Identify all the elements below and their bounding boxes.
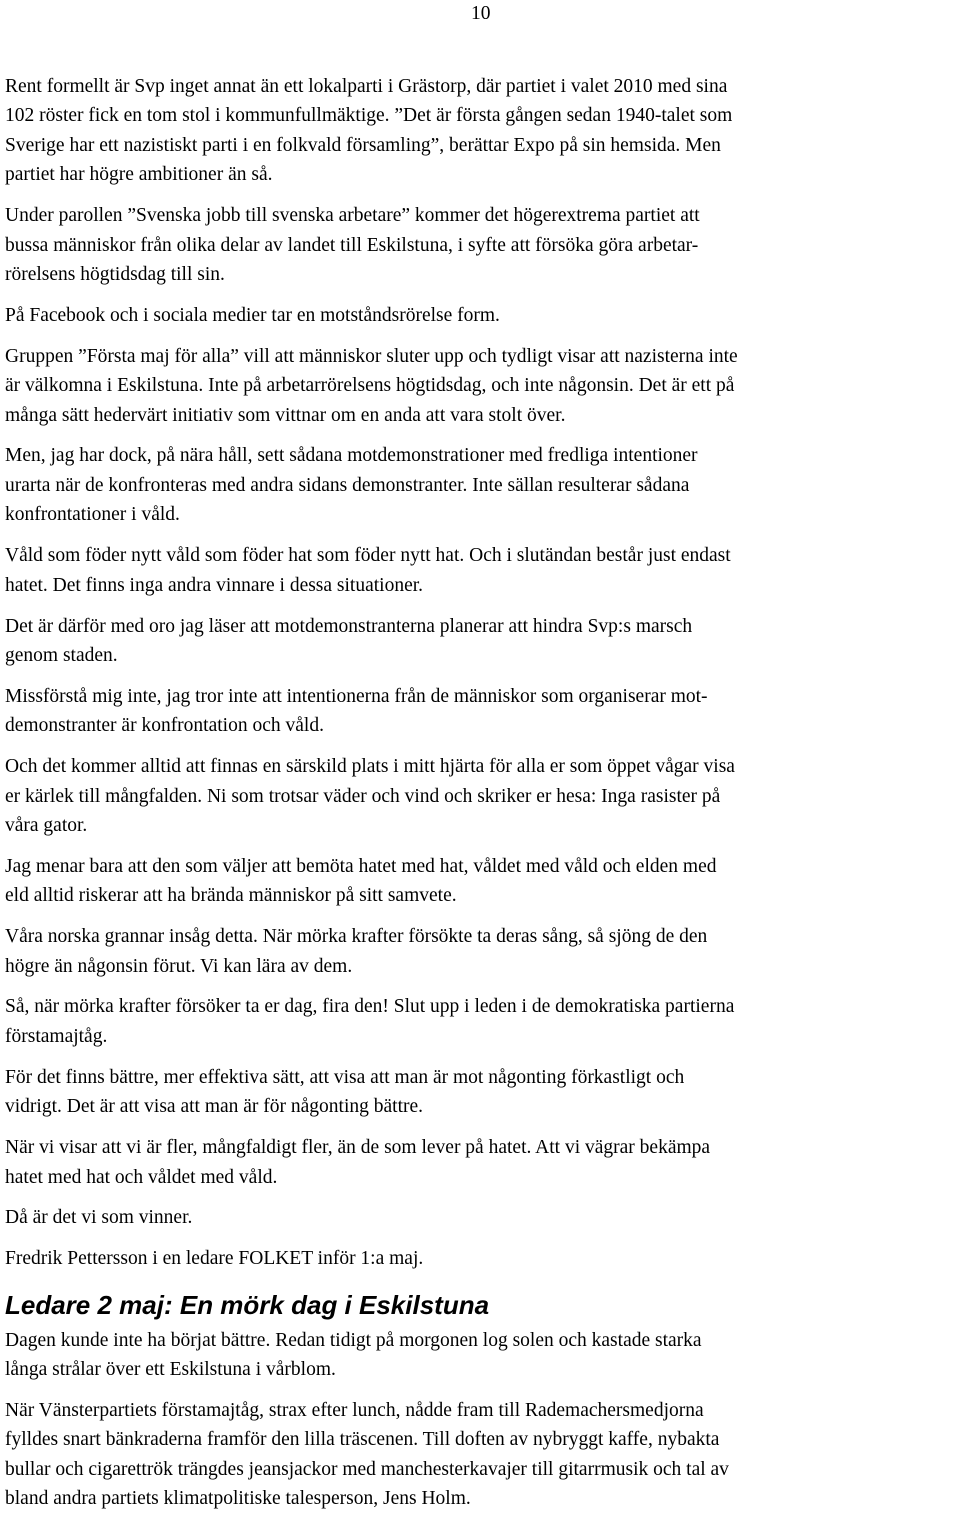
text-line: bussa människor från olika delar av landet till Eskilstuna, i syfte att försöka göra arbetar-	[5, 234, 699, 256]
text-line: Gruppen ”Första maj för alla” vill att människor sluter upp och tydligt visar att nazisterna inte	[5, 345, 738, 367]
paragraph	[5, 1133, 955, 1192]
text-line: hatet. Det finns inga andra vinnare i dessa situationer.	[5, 574, 424, 596]
paragraph	[5, 922, 955, 981]
text-line: Så, när mörka krafter försöker ta er dag, fira den! Slut upp i leden i de demokratiska partierna	[5, 996, 735, 1018]
text-line: På Facebook och i sociala medier tar en motståndsrörelse form.	[5, 304, 500, 326]
text-line: fylldes snart bänkraderna framför den lilla träscenen. Till doften av nybryggt kaffe, nybakta	[5, 1429, 720, 1451]
article-section-first	[5, 72, 955, 1274]
text-line: partiet har högre ambitioner än så.	[5, 164, 273, 186]
text-line: Men, jag har dock, på nära håll, sett sådana motdemonstrationer med fredliga intentioner	[5, 445, 698, 467]
text-line: många sätt hedervärt initiativ som vittnar om en anda att vara stolt över.	[5, 404, 566, 426]
paragraph	[5, 1396, 955, 1514]
paragraph	[5, 752, 955, 840]
paragraph	[5, 612, 955, 671]
text-line: Rent formellt är Svp inget annat än ett lokalparti i Grästorp, där partiet i valet 2010 med sina	[5, 76, 728, 97]
paragraph	[5, 342, 955, 430]
text-line: konfrontationer i våld.	[5, 504, 180, 526]
text-line: genom staden.	[5, 644, 118, 666]
text-line: bland andra partiets klimatpolitiske talesperson, Jens Holm.	[5, 1488, 471, 1510]
text-line: När vi visar att vi är fler, mångfaldigt fler, än de som lever på hatet. Att vi vägrar bekämpa	[5, 1137, 711, 1159]
paragraph	[5, 1244, 955, 1273]
text-line: Våld som föder nytt våld som föder hat som föder nytt hat. Och i slutändan består just endast	[5, 545, 731, 567]
page-number: 10	[471, 3, 491, 24]
text-line: hatet med hat och våldet med våld.	[5, 1166, 278, 1188]
paragraph	[5, 201, 955, 289]
paragraph	[5, 682, 955, 741]
paragraph	[5, 441, 955, 529]
paragraph	[5, 852, 955, 911]
text-line: er kärlek till mångfalden. Ni som trotsar väder och vind och skriker er hesa: Inga rasister på	[5, 785, 721, 807]
text-line: bullar och cigarettrök trängdes jeansjackor med manchesterkavajer till gitarrmusik och tal av	[5, 1458, 729, 1480]
text-line: Fredrik Pettersson i en ledare FOLKET inför 1:a maj.	[5, 1248, 424, 1270]
text-line: När Vänsterpartiets förstamajtåg, strax efter lunch, nådde fram till Rademachersmedjorna	[5, 1400, 704, 1422]
paragraph	[5, 1063, 955, 1122]
text-line: långa strålar över ett Eskilstuna i vårblom.	[5, 1359, 336, 1381]
text-line: Sverige har ett nazistiskt parti i en folkvald församling”, berättar Expo på sin hemsida. Men	[5, 134, 721, 156]
paragraph	[5, 1203, 955, 1232]
text-line: förstamajtåg.	[5, 1025, 108, 1047]
text-line: Missförstå mig inte, jag tror inte att intentionerna från de människor som organiserar mot-	[5, 685, 708, 707]
text-line: Det är därför med oro jag läser att motdemonstranterna planerar att hindra Svp:s marsch	[5, 615, 693, 637]
text-line: eld alltid riskerar att ha brända människor på sitt samvete.	[5, 885, 457, 907]
text-line: rörelsens högtidsdag till sin.	[5, 263, 225, 285]
article-body	[5, 72, 955, 1525]
text-line: vidrigt. Det är att visa att man är för någonting bättre.	[5, 1096, 424, 1118]
text-line: Våra norska grannar insåg detta. När mörka krafter försökte ta deras sång, så sjöng de den	[5, 926, 708, 948]
text-line: 102 röster fick en tom stol i kommunfullmäktige. ”Det är första gången sedan 1940-talet som	[5, 105, 733, 127]
article-section-second	[5, 1326, 955, 1514]
text-line: Då är det vi som vinner.	[5, 1207, 193, 1229]
text-line: Dagen kunde inte ha börjat bättre. Redan tidigt på morgonen log solen och kastade starka	[5, 1329, 702, 1351]
text-line: är välkomna i Eskilstuna. Inte på arbetarrörelsens högtidsdag, och inte någonsin. Det är ett på	[5, 375, 735, 397]
paragraph	[5, 992, 955, 1051]
paragraph	[5, 72, 955, 190]
article-heading: Ledare 2 maj: En mörk dag i Eskilstuna	[5, 1289, 490, 1320]
text-line: Jag menar bara att den som väljer att bemöta hatet med hat, våldet med våld och elden med	[5, 855, 717, 877]
text-line: urarta när de konfronteras med andra sidans demonstranter. Inte sällan resulterar sådana	[5, 474, 690, 496]
paragraph	[5, 301, 955, 330]
text-line: demonstranter är konfrontation och våld.	[5, 715, 324, 737]
paragraph	[5, 541, 955, 600]
text-line: våra gator.	[5, 814, 88, 836]
text-line: högre än någonsin förut. Vi kan lära av dem.	[5, 955, 353, 977]
paragraph	[5, 1326, 955, 1385]
text-line: Under parollen ”Svenska jobb till svenska arbetare” kommer det högerextrema partiet att	[5, 205, 700, 227]
text-line: För det finns bättre, mer effektiva sätt, att visa att man är mot någonting förkastligt och	[5, 1066, 685, 1088]
text-line: Och det kommer alltid att finnas en särskild plats i mitt hjärta för alla er som öppet vågar visa	[5, 756, 735, 778]
